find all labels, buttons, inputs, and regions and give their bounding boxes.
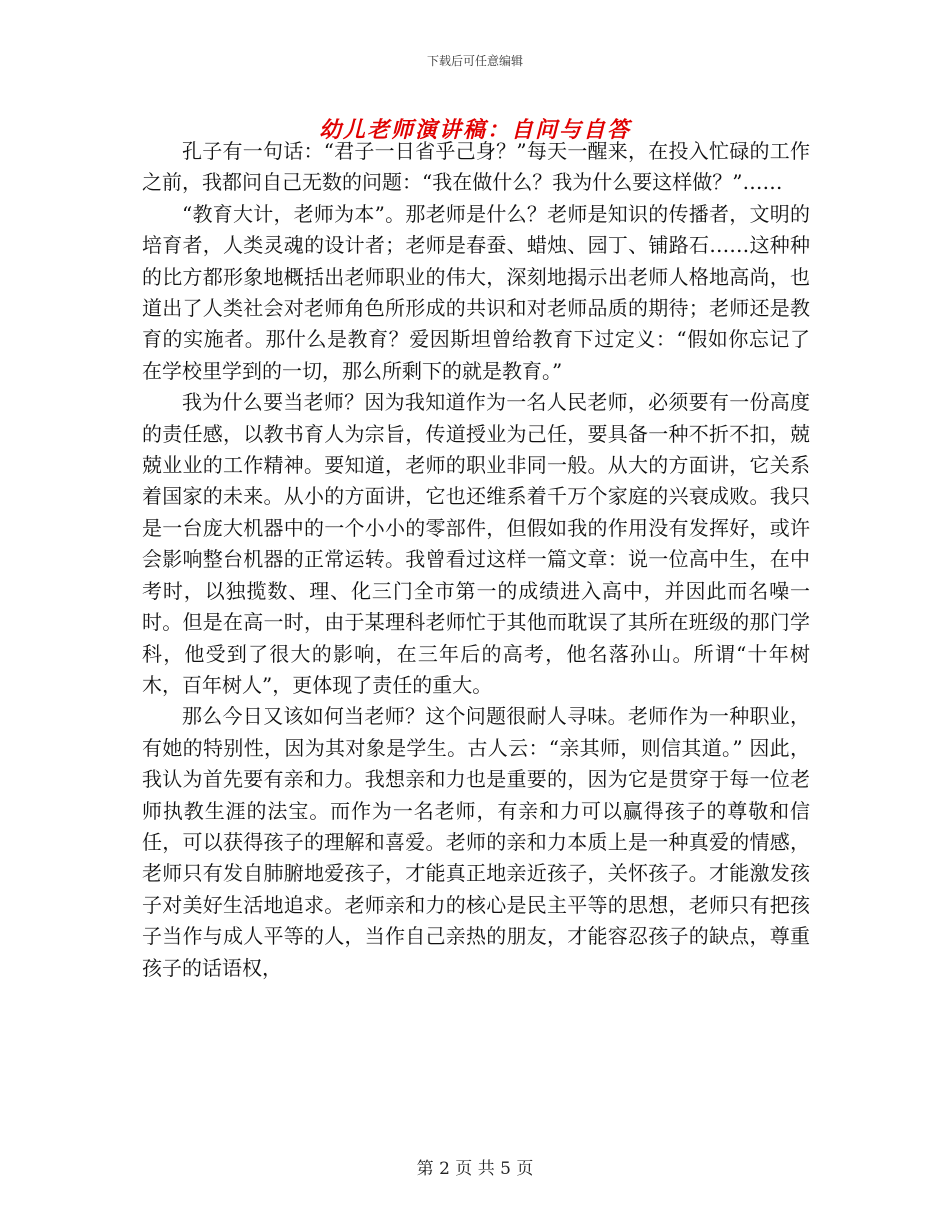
document-title: 幼儿老师演讲稿：自问与自答: [318, 118, 631, 143]
page-number: 第 2 页 共 5 页: [416, 1159, 534, 1179]
paragraph: 那么今日又该如何当老师？这个问题很耐人寻味。老师作为一种职业，有她的特别性，因为其对象是学生。古人云：“亲其师，则信其道。” 因此，我认为首先要有亲和力。我想亲和力也是重要的，因为它是贯穿于每一位老师执教生涯的法宝。而作为一名老师，有亲和力可以赢得孩子的尊敬和信任，可以获得孩子的理解和喜爱。老师的亲和力本质上是一种真爱的情感，老师只有发自肺腑地爱孩子，才能真正地亲近孩子，关怀孩子。才能激发孩子对美好生活地追求。老师亲和力的核心是民主平等的思想，老师只有把孩子当作与成人平等的人，当作自己亲热的朋友，才能容忍孩子的缺点，尊重孩子的话语权，: [142, 704, 810, 980]
paragraph: 我为什么要当老师？因为我知道作为一名人民老师，必须要有一份高度的责任感，以教书育人为宗旨，传道授业为己任，要具备一种不折不扣，兢兢业业的工作精神。要知道，老师的职业非同一般。从大的方面讲，它关系着国家的未来。从小的方面讲，它也还维系着千万个家庭的兴衰成败。我只是一台庞大机器中的一个小小的零部件，但假如我的作用没有发挥好，或许会影响整台机器的正常运转。我曾看过这样一篇文章：说一位高中生，在中考时，以独揽数、理、化三门全市第一的成绩进入高中，并因此而名噪一时。但是在高一时，由于某理科老师忙于其他而耽误了其所在班级的那门学科，他受到了很大的影响，在三年后的高考，他名落孙山。所谓“十年树木，百年树人”，更体现了责任的重大。: [142, 390, 810, 697]
page-header-note: 下载后可任意编辑: [426, 54, 523, 68]
document-body: [142, 136, 810, 984]
paragraph: 孔子有一句话：“君子一日省乎己身？”每天一醒来，在投入忙碌的工作之前，我都问自己无数的问题：“我在做什么？我为什么要这样做？”……: [142, 139, 810, 195]
paragraph: “教育大计，老师为本”。那老师是什么？老师是知识的传播者，文明的培育者，人类灵魂的设计者；老师是春蚕、蜡烛、园丁、铺路石……这种种的比方都形象地概括出老师职业的伟大，深刻地揭示出老师人格地高尚，也道出了人类社会对老师角色所形成的共识和对老师品质的期待；老师还是教育的实施者。那什么是教育？爱因斯坦曾给教育下过定义：“假如你忘记了在学校里学到的一切，那么所剩下的就是教育。”: [142, 201, 810, 383]
